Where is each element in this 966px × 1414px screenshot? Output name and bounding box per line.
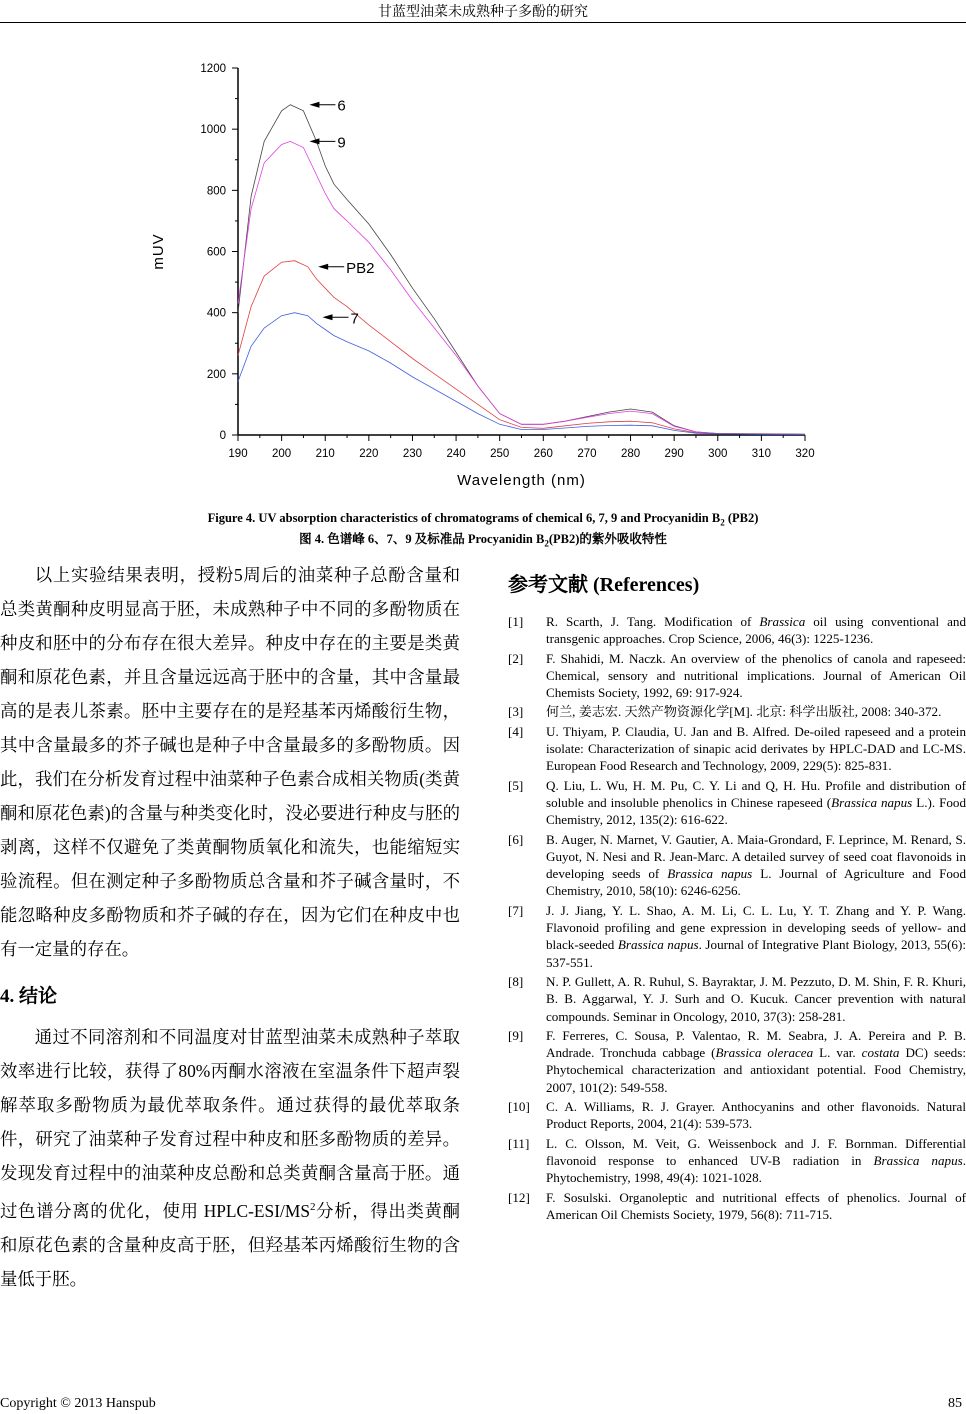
- y-tick-label: 1000: [200, 124, 226, 137]
- reference-number: [8]: [508, 973, 524, 989]
- text-segment: 图 4. 色谱峰 6、7、9 及标准品 Procyanidin B: [299, 532, 545, 546]
- text-segment: U. Thiyam, P. Claudia, U. Jan and B. Alfred. De-oiled rapeseed and a protein isolate: Characterization of sinapic acid derivates by HPLC-DAD and LC-MS. European Food Research and Technology, 2009, 229(5): 825-831.: [546, 723, 966, 774]
- text-segment: L. C. Olsson, M. Veit, G. Weissenbock and J. F. Bornman. Differential flavonoid response to enhanced UV-B radiation in: [546, 1135, 966, 1168]
- reference-item: [508, 1135, 966, 1187]
- annotation-arrowhead: [323, 314, 333, 320]
- italic-text: Brassica napus: [617, 937, 699, 953]
- x-axis-label: Wavelength (nm): [457, 472, 586, 489]
- reference-item: [508, 831, 966, 900]
- reference-number: [9]: [508, 1027, 524, 1043]
- x-tick-label: 320: [795, 448, 815, 460]
- references-column: [508, 568, 966, 1225]
- x-tick-label: 270: [577, 448, 597, 460]
- x-tick-label: 210: [315, 448, 335, 460]
- paragraph-text: 分析，得出类黄酮和原花色素的含量种皮高于胚，但羟基苯丙烯酸衍生物的含量低于胚。: [0, 1200, 460, 1289]
- reference-list: [508, 613, 966, 1223]
- y-tick-label: 200: [206, 368, 226, 381]
- y-tick-label: 600: [206, 246, 226, 259]
- reference-item: [508, 973, 966, 1025]
- reference-item: [508, 650, 966, 702]
- annotation-arrowhead: [309, 102, 319, 108]
- x-tick-label: 220: [359, 448, 379, 460]
- text-segment: oil using conventional and transgenic approaches. Crop Science, 2006, 46(3): 1225-1236.: [546, 614, 966, 647]
- text-segment: C. A. Williams, R. J. Grayer. Anthocyanins and other flavonoids. Natural Product Reports, 2004, 21(4): 539-573.: [546, 1099, 966, 1132]
- paragraph-text: 通过不同溶剂和不同温度对甘蓝型油菜未成熟种子萃取效率进行比较，获得了80%丙酮水溶液在室温条件下超声裂解萃取多酚物质为最优萃取条件。通过获得的最优萃取条件，研究了油菜种子发育过程中种皮和胚多酚物质的差异。发现发育过程中的油菜种皮总酚和总类黄酮含量高于胚。通过色谱分离的优化，使用 HPLC-ESI/MS: [0, 1027, 460, 1221]
- text-segment: F. Shahidi, M. Naczk. An overview of the phenolics of canola and rapeseed: Chemical, sensory and nutritional implications. Journal of American Oil Chemists Society, 1992, 69: 917-924.: [546, 650, 966, 701]
- reference-number: [6]: [508, 831, 524, 847]
- x-tick-label: 300: [708, 448, 728, 460]
- italic-text: Brassica napus: [831, 794, 913, 810]
- reference-text: [546, 613, 966, 648]
- text-segment: (PB2): [724, 511, 759, 525]
- reference-text: [546, 973, 966, 1025]
- italic-text: Brassica napus: [873, 1152, 963, 1168]
- reference-number: [10]: [508, 1099, 530, 1115]
- series-line-6: [238, 105, 805, 434]
- reference-item: [508, 1189, 966, 1224]
- y-tick-label: 1200: [200, 63, 226, 75]
- x-tick-label: 230: [402, 448, 423, 460]
- text-segment: B. Auger, N. Marnet, V. Gautier, A. Maia-Grondard, F. Leprince, M. Renard, S. Guyot, N. Nesi and R. Jean-Marc. A detailed survey of seed coat flavonoids in developing seeds of: [546, 831, 966, 882]
- body-paragraph: 以上实验结果表明，授粉5周后的油菜种子总酚含量和总类黄酮种皮明显高于胚，未成熟种子中不同的多酚物质在种皮和胚中的分布存在很大差异。种皮中存在的主要是类黄酮和原花色素，并且含量远远高于胚中的含量，其中含量最高的是表儿茶素。胚中主要存在的是羟基苯丙烯酸衍生物，其中含量最多的芥子碱也是种子中含量最多的多酚物质。因此，我们在分析发育过程中油菜种子色素合成相关物质(类黄酮和原花色素)的含量与种类变化时，没必要进行种皮与胚的剥离，这样不仅避免了类黄酮物质氧化和流失，也能缩短实验流程。但在测定种子多酚物质总含量和芥子碱含量时，不能忽略种皮多酚物质和芥子碱的存在，因为它们在种皮中也有一定量的存在。: [0, 565, 460, 959]
- text-segment: F. Sosulski. Organoleptic and nutritional effects of phenolics. Journal of American Oil Chemists Society, 1979, 56(8): 711-715.: [546, 1189, 966, 1222]
- text-segment: L. Journal of Agriculture and Food Chemistry, 2010, 58(10): 6246-6256.: [546, 866, 966, 899]
- italic-text: costata: [861, 1045, 900, 1061]
- x-tick-label: 280: [620, 448, 641, 460]
- annotation-arrowhead: [318, 264, 328, 270]
- copyright: Copyright © 2013 Hanspub: [0, 1396, 156, 1411]
- text-segment: L.). Food Chemistry, 2012, 135(2): 616-622.: [546, 794, 966, 828]
- reference-text: [546, 650, 966, 702]
- text-segment: R. Scarth, J. Tang. Modification of: [546, 614, 760, 629]
- series-line-7: [238, 313, 805, 435]
- italic-text: Brassica: [759, 614, 806, 629]
- reference-number: [5]: [508, 777, 524, 793]
- reference-number: [1]: [508, 614, 524, 629]
- references-heading: 参考文献 (References): [508, 574, 700, 596]
- text-segment: Figure 4. UV absorption characteristics of chromatograms of chemical 6, 7, 9 and Procyanidin B: [207, 511, 721, 525]
- uv-absorption-chart: [0, 0, 966, 500]
- body-column: [0, 558, 460, 1296]
- reference-item: [508, 613, 966, 648]
- reference-item: [508, 777, 966, 829]
- running-title: 甘蓝型油菜未成熟种子多酚的研究: [378, 5, 588, 20]
- reference-number: [4]: [508, 723, 524, 739]
- x-tick-label: 290: [664, 448, 684, 460]
- text-segment: (PB2)的紫外吸收特性: [548, 532, 667, 546]
- annotation-arrowhead: [309, 138, 319, 144]
- series-label-6: 6: [337, 97, 346, 115]
- reference-number: [2]: [508, 650, 524, 666]
- text-segment: 何兰, 姜志宏. 天然产物资源化学[M]. 北京: 科学出版社, 2008: 340-372.: [546, 704, 942, 720]
- italic-text: Brassica oleracea: [715, 1045, 814, 1061]
- reference-text: [546, 831, 966, 900]
- text-segment: DC) seeds: Phytochemical characterization and antioxidant potential. Food Chemistry, 2007, 101(2): 549-558.: [546, 1045, 966, 1095]
- reference-text: [546, 902, 966, 971]
- y-tick-label: 400: [206, 307, 226, 320]
- series-label-PB2: PB2: [346, 259, 375, 277]
- reference-text: [546, 777, 966, 829]
- superscript: 2: [310, 1201, 316, 1213]
- reference-item: [508, 1098, 966, 1133]
- reference-number: [11]: [508, 1135, 530, 1151]
- text-segment: L. var.: [813, 1045, 862, 1061]
- text-segment: N. P. Gullett, A. R. Ruhul, S. Bayraktar, J. M. Pezzuto, D. M. Shin, F. R. Khuri, B. B. Aggarwal, Y. J. Surh and O. Kucuk. Cancer prevention with natural compounds. Seminar in Oncology, 2010, 37(3): 258-281.: [546, 973, 966, 1024]
- text-segment: Q. Liu, L. Wu, H. M. Pu, C. Y. Li and Q, H. Hu. Profile and distribution of soluble and insoluble phenolics in Chinese rapeseed (: [546, 777, 966, 810]
- reference-text: [546, 1098, 966, 1133]
- reference-item: [508, 1027, 966, 1096]
- body-paragraph: [0, 1020, 460, 1296]
- reference-number: [7]: [508, 902, 524, 918]
- reference-text: [546, 703, 966, 720]
- x-tick-label: 260: [533, 448, 553, 460]
- x-tick-label: 190: [228, 448, 248, 460]
- reference-number: [12]: [508, 1189, 530, 1205]
- reference-item: [508, 703, 966, 720]
- figure-caption-en: [0, 511, 966, 528]
- x-tick-label: 200: [272, 448, 292, 460]
- text-segment: J. J. Jiang, Y. L. Shao, A. M. Li, C. L. Lu, Y. T. Zhang and Y. P. Wang. Flavonoid profiling and gene expression in developing seeds of yellow- and black-seeded: [546, 902, 966, 953]
- subscript: 2: [720, 517, 725, 528]
- text-segment: . Journal of Integrative Plant Biology, 2013, 55(6): 537-551.: [546, 937, 966, 970]
- page-number: 85: [948, 1396, 962, 1411]
- italic-text: Brassica napus: [667, 866, 753, 882]
- series-label-9: 9: [337, 134, 346, 152]
- series-label-7: 7: [350, 310, 359, 328]
- y-tick-label: 0: [219, 430, 226, 442]
- text-segment: F. Ferreres, C. Sousa, P. Valentao, R. M. Seabra, J. A. Pereira and P. B. Andrade. Tronchuda cabbage (: [546, 1027, 966, 1061]
- reference-item: [508, 723, 966, 775]
- subscript: 2: [544, 538, 549, 549]
- x-tick-label: 240: [446, 448, 466, 460]
- reference-text: [546, 1189, 966, 1224]
- series-line-PB2: [238, 261, 805, 435]
- section-heading: 4. 结论: [0, 986, 58, 1007]
- reference-item: [508, 902, 966, 971]
- reference-text: [546, 1135, 966, 1187]
- figure-caption-zh: [0, 529, 966, 549]
- y-tick-label: 800: [206, 185, 226, 198]
- x-tick-label: 310: [751, 448, 771, 460]
- text-segment: . Phytochemistry, 1998, 49(4): 1021-1028.: [546, 1152, 966, 1186]
- reference-text: [546, 1027, 966, 1096]
- x-tick-label: 250: [490, 448, 510, 460]
- y-axis-label: mUV: [150, 233, 167, 270]
- reference-number: [3]: [508, 704, 524, 720]
- reference-text: [546, 723, 966, 775]
- series-line-9: [238, 141, 805, 434]
